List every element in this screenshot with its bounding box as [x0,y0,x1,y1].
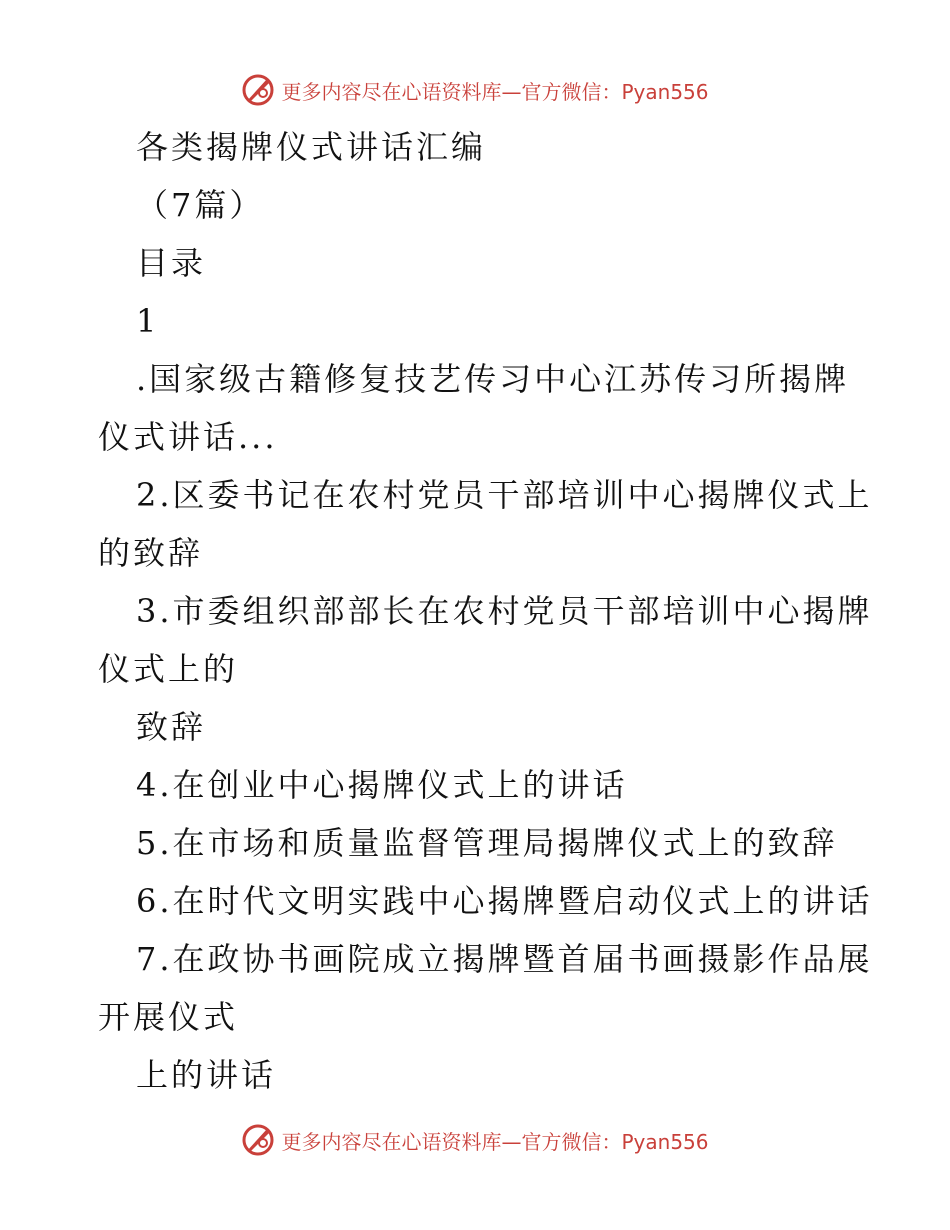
toc-line: 2.区委书记在农村党员干部培训中心揭牌仪式上 [136,476,873,514]
toc-line: 的致辞 [98,534,204,572]
toc-line: 致辞 [136,708,207,746]
footer-banner-label: 更多内容尽在心语资料库—官方微信： [281,1129,622,1154]
toc-line: 7.在政协书画院成立揭牌暨首届书画摄影作品展 [136,940,873,978]
toc-heading: 目录 [136,244,207,282]
footer-banner-text [281,1126,708,1155]
header-banner [0,70,950,110]
toc-line: 仪式上的 [98,650,239,688]
header-banner-wechat-id: Pyan556 [621,79,709,104]
toc-line: 开展仪式 [98,998,239,1036]
toc-line: 6.在时代文明实践中心揭牌暨启动仪式上的讲话 [136,882,873,920]
footer-banner [0,1120,950,1160]
header-banner-text [281,76,708,105]
toc-line: 上的讲话 [136,1056,277,1094]
toc-line: 5.在市场和质量监督管理局揭牌仪式上的致辞 [136,824,838,862]
toc-line: 1 [136,302,160,340]
footer-banner-inner [241,1123,708,1157]
quill-logo-icon [241,1123,275,1157]
document-title: 各类揭牌仪式讲话汇编 [136,128,487,166]
toc-line: .国家级古籍修复技艺传习中心江苏传习所揭牌 [136,360,850,398]
toc-line: 4.在创业中心揭牌仪式上的讲话 [136,766,628,804]
toc-line: 仪式讲话... [98,418,278,456]
toc-line: 3.市委组织部部长在农村党员干部培训中心揭牌 [136,592,873,630]
header-banner-label: 更多内容尽在心语资料库—官方微信： [281,79,622,104]
footer-banner-wechat-id: Pyan556 [621,1129,709,1154]
quill-logo-icon [241,73,275,107]
document-count: （7篇） [136,186,265,224]
header-banner-inner [241,73,708,107]
